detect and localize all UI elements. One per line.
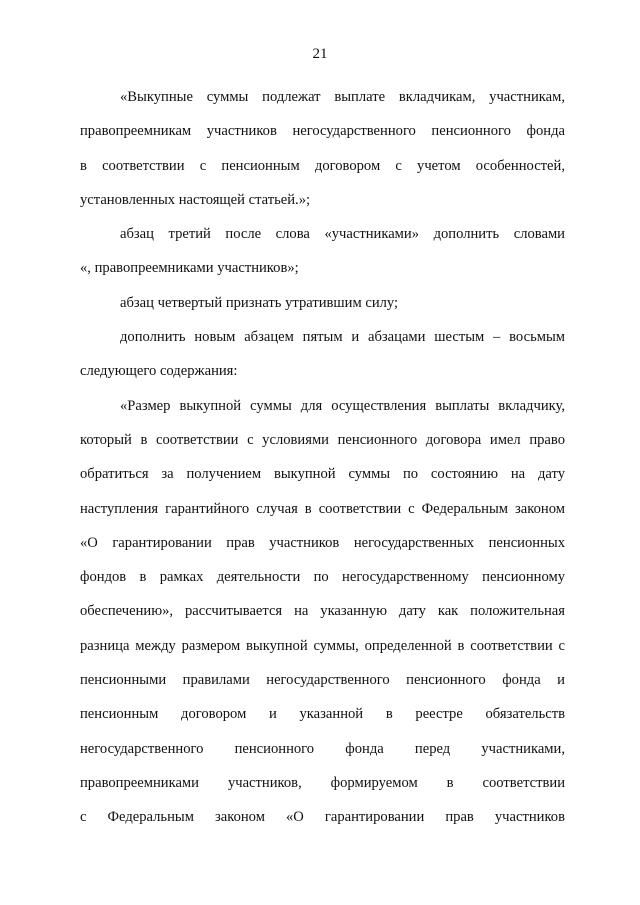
text-line: «Размер выкупной суммы для осуществления выплаты вкладчику, bbox=[120, 397, 565, 414]
text-line: наступления гарантийного случая в соответствии с Федеральным законом bbox=[80, 500, 565, 517]
text-line: разница между размером выкупной суммы, определенной в соответствии с bbox=[80, 637, 565, 654]
text-line: пенсионным договором и указанной в реестре обязательств bbox=[80, 706, 565, 723]
text-line: дополнить новым абзацем пятым и абзацами шестым – восьмым bbox=[120, 329, 565, 346]
text-line: негосударственного пенсионного фонда перед участниками, bbox=[80, 740, 565, 757]
text-line: следующего содержания: bbox=[80, 363, 238, 380]
paragraph bbox=[80, 320, 565, 389]
text-line: правопреемниками участников, формируемом в соответствии bbox=[80, 774, 565, 791]
paragraph bbox=[80, 217, 565, 286]
text-line: правопреемникам участников негосударственного пенсионного фонда bbox=[80, 123, 565, 140]
text-line: установленных настоящей статьей.»; bbox=[80, 191, 311, 208]
paragraph bbox=[80, 286, 565, 320]
text-line: обратиться за получением выкупной суммы по состоянию на дату bbox=[80, 466, 565, 483]
text-line: «, правопреемниками участников»; bbox=[80, 260, 299, 277]
text-line: в соответствии с пенсионным договором с учетом особенностей, bbox=[80, 157, 565, 174]
text-line: обеспечению», рассчитывается на указанную дату как положительная bbox=[80, 603, 565, 620]
text-line: который в соответствии с условиями пенсионного договора имел право bbox=[80, 431, 565, 448]
text-line: «О гарантировании прав участников негосударственных пенсионных bbox=[80, 534, 565, 551]
text-line: пенсионными правилами негосударственного пенсионного фонда и bbox=[80, 672, 565, 689]
document-body bbox=[80, 80, 565, 835]
text-line: абзац четвертый признать утратившим силу; bbox=[120, 294, 399, 311]
text-line: «Выкупные суммы подлежат выплате вкладчикам, участникам, bbox=[120, 89, 565, 105]
page-number: 21 bbox=[312, 46, 328, 62]
text-line: с Федеральным законом «О гарантировании прав участников bbox=[80, 809, 565, 826]
text-line: фондов в рамках деятельности по негосударственному пенсионному bbox=[80, 569, 565, 586]
text-line: абзац третий после слова «участниками» дополнить словами bbox=[120, 226, 565, 243]
paragraph bbox=[80, 389, 565, 835]
paragraph bbox=[80, 80, 565, 217]
